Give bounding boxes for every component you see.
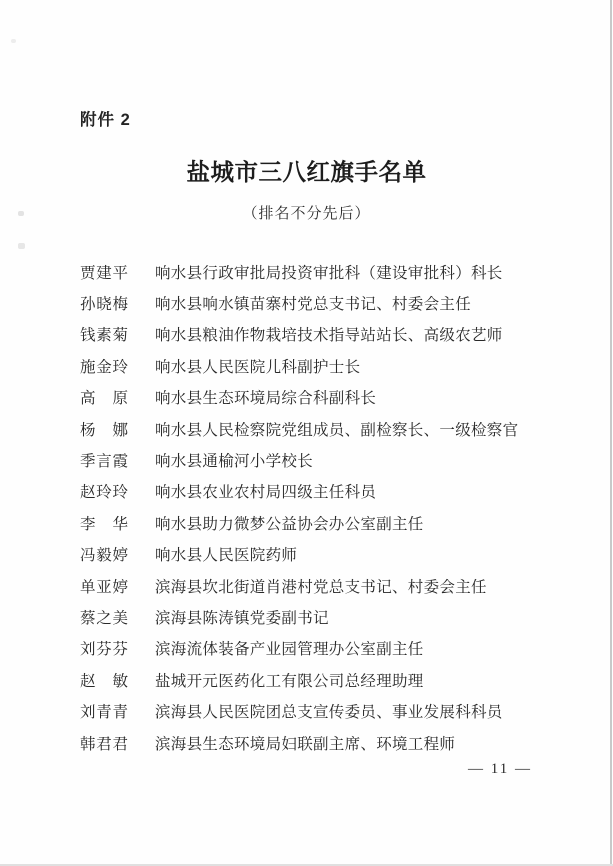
list-item (80, 664, 550, 695)
awardee-name: 韩君君 (80, 735, 128, 753)
awardee-list (80, 256, 550, 758)
awardee-name: 冯毅婷 (80, 547, 128, 565)
list-item (80, 319, 550, 350)
awardee-name: 贾建平 (80, 264, 128, 282)
awardee-name: 孙晓梅 (80, 296, 128, 314)
awardee-position: 响水县通榆河小学校长 (155, 453, 314, 471)
awardee-name: 高原 (80, 390, 128, 408)
list-item (80, 539, 550, 570)
awardee-position: 滨海县人民医院团总支宣传委员、事业发展科科员 (155, 704, 503, 722)
awardee-name: 李华 (80, 515, 128, 533)
awardee-name: 施金玲 (80, 358, 128, 376)
awardee-name: 季言霞 (80, 453, 128, 471)
awardee-position: 响水县人民医院药师 (155, 547, 298, 565)
awardee-position: 滨海流体装备产业园管理办公室副主任 (155, 641, 424, 659)
list-item (80, 476, 550, 507)
awardee-position: 响水县农业农村局四级主任科员 (155, 484, 377, 502)
awardee-position: 滨海县陈涛镇党委副书记 (155, 609, 329, 627)
document-subtitle: （排名不分先后） (242, 206, 371, 222)
awardee-name: 刘青青 (80, 704, 128, 722)
list-item (80, 601, 550, 632)
list-item (80, 413, 550, 444)
awardee-position: 响水县人民医院儿科副护士长 (155, 358, 361, 376)
awardee-position: 响水县行政审批局投资审批科（建设审批科）科长 (155, 264, 503, 282)
awardee-name: 刘芬芬 (80, 641, 128, 659)
scan-edge-right (610, 0, 612, 866)
page-number: — 11 — (468, 761, 532, 777)
awardee-name: 赵敏 (80, 672, 128, 690)
document-title: 盐城市三八红旗手名单 (186, 160, 427, 186)
awardee-position: 响水县助力微梦公益协会办公室副主任 (155, 515, 424, 533)
awardee-name: 单亚婷 (80, 578, 128, 596)
awardee-position: 滨海县坎北街道肖港村党总支书记、村委会主任 (155, 578, 487, 596)
scan-speck (18, 243, 25, 249)
awardee-position: 响水县人民检察院党组成员、副检察长、一级检察官 (155, 421, 519, 439)
attachment-label: 附件 2 (80, 111, 131, 129)
list-item (80, 350, 550, 381)
list-item (80, 695, 550, 726)
awardee-position: 盐城开元医药化工有限公司总经理助理 (155, 672, 424, 690)
awardee-position: 响水县粮油作物栽培技术指导站站长、高级农艺师 (155, 327, 503, 345)
awardee-position: 响水县响水镇苗寨村党总支书记、村委会主任 (155, 296, 472, 314)
awardee-name: 蔡之美 (80, 609, 128, 627)
list-item (80, 256, 550, 287)
list-item (80, 507, 550, 538)
scan-speck (11, 39, 16, 43)
awardee-position: 响水县生态环境局综合科副科长 (155, 390, 377, 408)
awardee-name: 钱素菊 (80, 327, 128, 345)
list-item (80, 633, 550, 664)
awardee-name: 赵玲玲 (80, 484, 128, 502)
list-item (80, 727, 550, 758)
list-item (80, 570, 550, 601)
awardee-position: 滨海县生态环境局妇联副主席、环境工程师 (155, 735, 456, 753)
awardee-name: 杨娜 (80, 421, 128, 439)
list-item (80, 382, 550, 413)
list-item (80, 444, 550, 475)
list-item (80, 287, 550, 318)
